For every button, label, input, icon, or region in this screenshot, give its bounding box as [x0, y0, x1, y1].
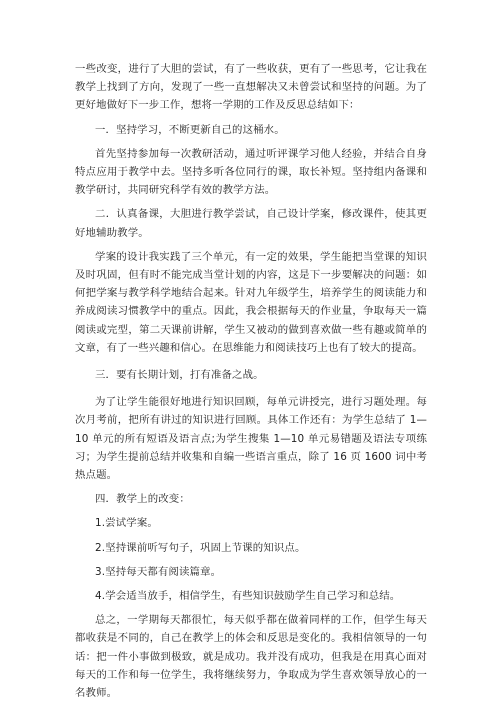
list-item-4: 4.学会适当放手，相信学生，有些知识鼓励学生自己学习和总结。: [95, 590, 401, 603]
list-item-3: 3.坚持每天都有阅读篇章。: [95, 565, 222, 578]
section-heading-1: 一．坚持学习，不断更新自己的这桶水。: [95, 123, 285, 136]
conclusion-paragraph: 总之，一学期每天都很忙，每天似乎都在做着同样的工作，但学生每天都收获是不同的，自己在教学上的体会和反思是变化的。我相信领导的一句话：把一件小事做到极致，就是成功。我并没有成功，但我是在用真心面对每天的工作和每一位学生，我将继续努力，争取成为学生喜欢领导放心的一名教师。: [75, 614, 427, 700]
section-heading-3: 三．要有长期计划，打有准备之战。: [95, 369, 264, 382]
document-body: [75, 60, 427, 702]
list-item-1: 1.尝试学案。: [95, 517, 158, 530]
section-2-paragraph: 学案的设计我实践了三个单元，有一定的效果，学生能把当堂课的知识及时巩固，但有时不能完成当堂计划的内容，这是下一步要解决的问题：如何把学案与教学科学地结合起来。针对九年级学生，培养学生的阅读能力和养成阅读习惯教学中的重点。因此，我会根据每天的作业量，争取每天一篇阅读或完型，第二天课前讲解，学生又被动的做到喜欢做一些有趣或简单的文章，有了一些兴趣和信心。在思维能力和阅读技巧上也有了较大的提高。: [75, 250, 427, 354]
section-3-paragraph: 为了让学生能很好地进行知识回顾，每单元讲授完，进行习题处理。每次月考前，把所有讲过的知识进行回顾。具体工作还有：为学生总结了 1—10 单元的所有短语及语言点;为学生搜集 1—10 单元易错题及语法专项练习；为学生提前总结并收集和自编一些语言重点，除了 16 页 1600 词中考热点题。: [75, 396, 427, 482]
section-1-paragraph: 首先坚持参加每一次教研活动，通过听评课学习他人经验，并结合自身特点应用于教学中去。坚持多听各位同行的课，取长补短。坚持组内备课和教学研讨，共同研究科学有效的教学方法。: [75, 147, 427, 197]
intro-paragraph: 一些改变，进行了大胆的尝试，有了一些收获，更有了一些思考，它让我在教学上找到了方向，发现了一些一直想解决又未曾尝试和坚持的问题。为了更好地做好下一步工作，想将一学期的工作及反思总结如下：: [75, 63, 427, 112]
list-item-2: 2.坚持课前听写句子，巩固上节课的知识点。: [95, 541, 306, 554]
section-heading-2: 二．认真备课，大胆进行教学尝试，自己设计学案，修改课件，使其更好地辅助教学。: [75, 208, 427, 239]
section-heading-4: 四．教学上的改变：: [95, 493, 190, 506]
